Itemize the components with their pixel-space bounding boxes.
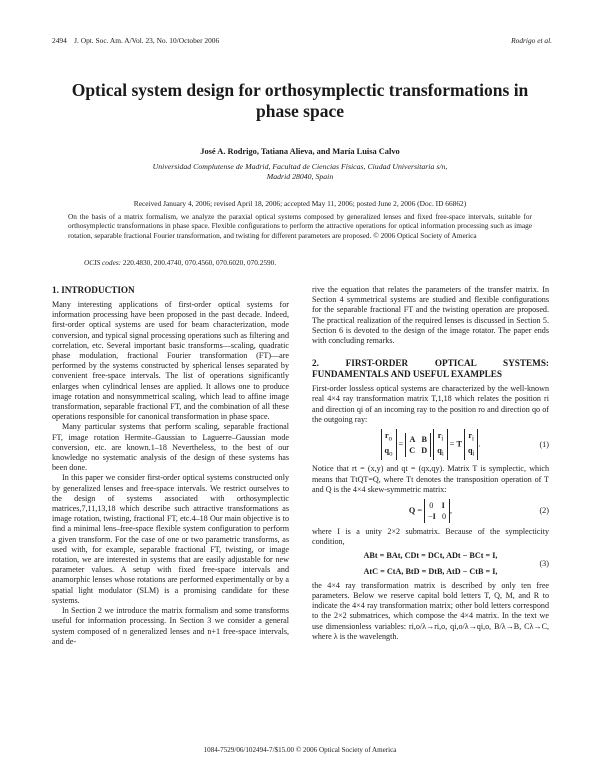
page-number: 2494 — [52, 36, 67, 45]
received-dates: Received January 4, 2006; revised April 18, 2006; accepted May 11, 2006; posted June 2, 2006 (Doc. ID 66862) — [133, 199, 467, 208]
ocis-codes — [84, 258, 276, 267]
equation-2-number: (2) — [539, 505, 549, 515]
intro-paragraph-1: Many interesting applications of first-order optical systems for information processing have been proposed in the past decade. Indeed, first-order optical systems are used for beam characterization, mode conversion, and typical signal processing operations such as filtering and correlation, etc. Several important basic transforms—scaling, quadratic phase modulation, fractional Fourier transformation (FT)—are performed by the systems constructed by spherical lenses separated by convenient free-space intervals. The list of operations significantly enlarges when cylindrical lenses are applied. It allows one to produce image rotation and nonsymmetrical scaling, which lead to affine image transformation, separable fractional FT, and the combination of all these operations responsible for canonical transformation in phase space. — [52, 300, 289, 422]
equation-1-number: (1) — [539, 439, 549, 449]
equation-2: Q = 0 I −I 0, (2) — [408, 500, 549, 521]
abstract: On the basis of a matrix formalism, we analyze the paraxial optical systems composed by generalized lenses and fixed free-space intervals, suitable for orthosymplectic transformations in phase space. Flexible configurations to perform the attractive operations for optical information processing such as image rotation, separable fractional Fourier transformation, and twisting for different parameters are proposed. © 2006 Optical Society of America — [68, 212, 532, 240]
eq1-abcd-matrix: A B C D — [405, 433, 431, 457]
eq3-line-2: AtC = CtA, BtD = DtB, AtD − CtB = I, — [363, 566, 498, 576]
eq2-skew-matrix: 0 I −I 0 — [424, 499, 450, 523]
running-head — [52, 36, 552, 45]
section-2-heading: 2. FIRST-ORDER OPTICAL SYSTEMS: FUNDAMENTALS AND USEFUL EXAMPLES — [312, 358, 549, 380]
right-column — [312, 285, 549, 642]
section-1-heading: 1. INTRODUCTION — [52, 285, 135, 295]
section-2-paragraph-3: where I is a unity 2×2 submatrix. Because of the symplecticity condition, — [312, 526, 549, 547]
affiliation-line-2: Madrid 28040, Spain — [266, 172, 334, 181]
journal-citation: J. Opt. Soc. Am. A/Vol. 23, No. 10/October 2006 — [74, 36, 220, 45]
affiliation — [60, 162, 540, 182]
left-column — [52, 285, 289, 647]
intro-continuation: rive the equation that relates the parameters of the transfer matrix. In Section 4 symmetrical systems are studied and flexible configurations for the separable fractional FT and the twisting operation are proposed. The practical realization of the required lenses is discussed in Section 5. Section 6 is devoted to the design of the image rotator. The paper ends with concluding remarks. — [312, 285, 549, 346]
intro-paragraph-3: In this paper we consider first-order optical systems constructed only by generalized lenses and free-space intervals. We restrict ourselves to the design of systems associated with orthosymplectic matrices,7,11,13,18 which describe such attractive transformations as image rotation, twisting, fractional FT, etc.4–18 Our main objective is to find a minimal lens–free-space flexible system configuration to perform a given transform. For the case of one or two parametric transforms, as used with, for example, separable fractional FT, twisting, or image rotation, we are interested in systems that are easily adjustable for new parameter values. A setup with fixed free-space intervals and anamorphic lenses whose rotations are performed experimentally or by a spatial light modulator (SLM) is a promising candidate for these systems. — [52, 473, 289, 605]
footer: 1084-7529/06/102494-7/$15.00 © 2006 Optical Society of America — [203, 746, 397, 754]
eq1-input-vector-2: $r_i$ $q_i$ — [464, 429, 478, 460]
paper-title: Optical system design for orthosymplectic transformations in phase space — [71, 80, 529, 121]
section-2-paragraph-1: First-order lossless optical systems are characterized by the well-known real 4×4 ray transformation matrix T,1,18 which relates the position ri and direction qi of an incoming ray to the position ro and direction qo of the outgoing ray: — [312, 384, 549, 424]
equation-3-number: (3) — [539, 558, 549, 568]
intro-paragraph-2: Many particular systems that perform scaling, separable fractional FT, image rotation Hermite–Gaussian to Laguerre–Gaussian mode conversion, etc. are known.1–18 Nevertheless, to the best of our knowledge no systematic analysis of the design of these systems has been done. — [52, 422, 289, 473]
eq1-input-vector: $r_i$ $q_i$ — [433, 429, 447, 460]
equation-3 — [312, 551, 549, 576]
ocis-values: 220.4830, 200.4740, 070.4560, 070.6020, 070.2590. — [122, 258, 277, 267]
section-2-paragraph-2: Notice that rt = (x,y) and qt = (qx,qy). Matrix T is symplectic, which means that TtQT=Q, where Tt denotes the transposition operation of T and Q is the 4×4 skew-symmetric matrix: — [312, 464, 549, 494]
ocis-label: OCIS codes: — [84, 258, 122, 267]
section-2-paragraph-4: the 4×4 ray transformation matrix is described by only ten free parameters. Below we reserve capital bold letters T, Q, M, and R to indicate the 4×4 ray transformation matrix; other bold letters correspond to the 2×2 submatrices, which compose the 4×4 matrix. In the text we use dimensionless variables: ri,o/λ→ri,o, qi,o/λ→qi,o, B/λ→B, Cλ→C, where λ is the wavelength. — [312, 580, 549, 641]
author-list: José A. Rodrigo, Tatiana Alieva, and María Luisa Calvo — [200, 147, 400, 156]
equation-1: $r_o$ $q_o = A$ B C D $r_i$ $q_i = T$ $r_i$ $q_i$. (1) — [312, 429, 549, 460]
eq3-line-1: ABt = BAt, CDt = DCt, ADt − BCt = I, — [363, 551, 498, 561]
running-authors: Rodrigo et al. — [511, 36, 552, 45]
intro-paragraph-4: In Section 2 we introduce the matrix formalism and some transforms useful for information processing. In Section 3 we consider a general system composed of n generalized lenses and n+1 free-space intervals, and de- — [52, 606, 289, 646]
affiliation-line-1: Universidad Complutense de Madrid, Facultad de Ciencias Físicas, Ciudad Universitaria s/n, — [152, 162, 448, 171]
eq1-output-vector: $r_o$ $q_o$ — [381, 429, 397, 460]
